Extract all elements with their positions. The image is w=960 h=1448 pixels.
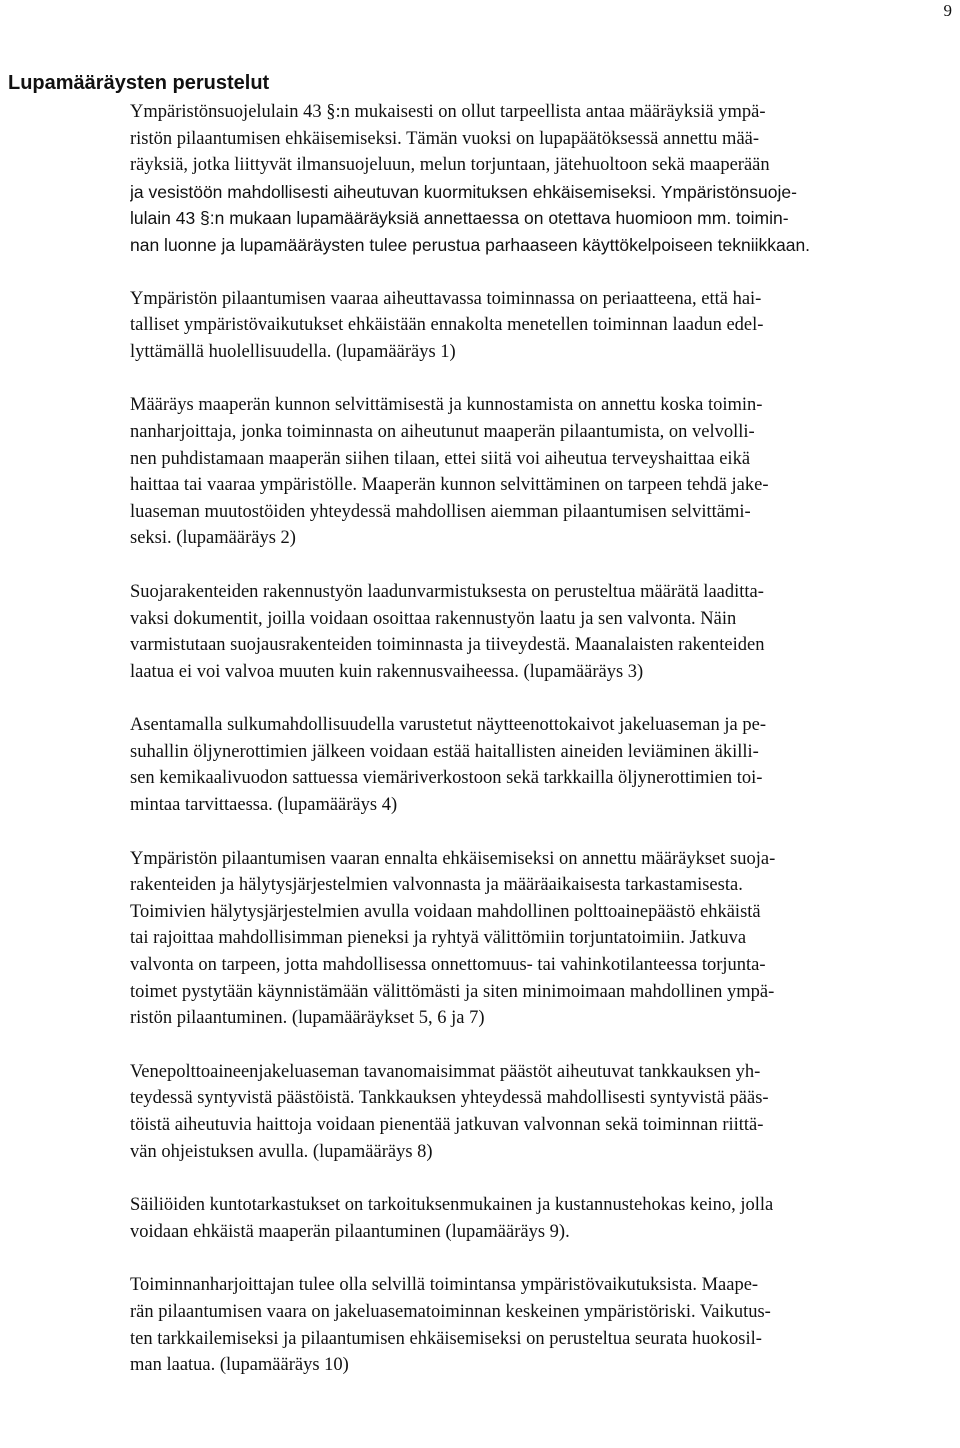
text-line: Ympäristön pilaantumisen vaaran ennalta ehkäisemiseksi on annettu määräykset suoja-	[130, 848, 776, 869]
text-line: seksi. (lupamääräys 2)	[130, 528, 296, 549]
paragraph-4	[130, 579, 952, 685]
text-line: Suojarakenteiden rakennustyön laadunvarmistuksesta on perusteltua määrätä laadittа-	[130, 581, 764, 602]
text-line: voidaan ehkäistä maaperän pilaantuminen (lupamääräys 9).	[130, 1221, 570, 1242]
paragraph-2	[130, 286, 952, 366]
text-line: talliset ympäristövaikutukset ehkäistään ennakolta menetellen toiminnan laadun edel-	[130, 315, 764, 336]
text-line: vän ohjeistuksen avulla. (lupamääräys 8)	[130, 1141, 433, 1162]
text-line: rakenteiden ja hälytysjärjestelmien valvonnasta ja määräaikaisesta tarkastamisesta.	[130, 875, 743, 896]
text-line: Määräys maaperän kunnon selvittämisestä ja kunnostamista on annettu koska toimin-	[130, 395, 763, 416]
paragraph-7	[130, 1059, 952, 1165]
text-line: ristön pilaantuminen. (lupamääräykset 5, 6 ja 7)	[130, 1008, 485, 1029]
section-title: Lupamääräysten perustelut	[8, 72, 270, 94]
text-line: töistä aiheutuvia haittoja voidaan pienentää jatkuvan valvonnan sekä toiminnan riittä-	[130, 1115, 764, 1135]
paragraph-6	[130, 846, 952, 1032]
text-line: toimet pystytään käynnistämään välittömästi ja siten minimoimaan mahdollinen ympä-	[130, 981, 775, 1002]
text-line: sen kemikaalivuodon sattuessa viemäriverkostoon sekä tarkkailla öljynerottimien toi-	[130, 768, 763, 789]
text-line: Ympäristönsuojelulain 43 §:n mukaisesti on ollut tarpeellista antaa määräyksiä ympä-	[130, 102, 766, 122]
text-line: varmistutaan suojausrakenteiden toiminnasta ja tiiveydestä. Maanalaisten rakenteiden	[130, 635, 765, 656]
paragraph-5	[130, 712, 952, 818]
text-line: lyttämällä huolellisuudella. (lupamääräys 1)	[130, 341, 456, 362]
text-line: laatua ei voi valvoa muuten kuin rakennusvaiheessa. (lupamääräys 3)	[130, 661, 644, 682]
text-line: Toiminnanharjoittajan tulee olla selvillä toimintansa ympäristövaikutuksista. Maape-	[130, 1275, 759, 1296]
paragraph-3	[130, 392, 952, 552]
text-line: vaksi dokumentit, joilla voidaan osoittaa rakennustyön laatu ja sen valvonta. Näin	[130, 608, 737, 629]
text-line: rän pilaantumisen vaara on jakeluasematoiminnan keskeinen ympäristöriski. Vaikutus-	[130, 1301, 771, 1322]
text-line: tai rajoittaa mahdollisimman pieneksi ja ryhtyä välittömiin torjuntatoimiin. Jatkuva	[130, 928, 747, 949]
text-line: Venepolttoaineenjakeluaseman tavanomaisimmat päästöt aiheutuvat tankkauksen yh-	[130, 1061, 761, 1082]
text-line: man laatua. (lupamääräys 10)	[130, 1355, 349, 1376]
text-line: nanharjoittaja, jonka toiminnasta on aiheutunut maaperän pilaantumista, on velvolli-	[130, 421, 755, 442]
text-line: Säiliöiden kuntotarkastukset on tarkoituksenmukainen ja kustannustehokas keino, jolla	[130, 1195, 774, 1216]
text-line: suhallin öljynerottimien jälkeen voidaan estää haitallisten aineiden leviäminen äkilli-	[130, 741, 759, 762]
paragraph-9	[130, 1272, 952, 1378]
text-line: ja vesistöön mahdollisesti aiheutuvan kuormituksen ehkäisemiseksi. Ympäristönsuoje-	[130, 181, 797, 202]
text-line: räyksiä, jotka liittyvät ilmansuojeluun, melun torjuntaan, jätehuoltoon sekä maaperään	[130, 155, 770, 176]
text-line: nen puhdistamaan maaperän siihen tilaan, ettei siitä voi aiheutua terveyshaittaa eikä	[130, 448, 751, 469]
text-line: nan luonne ja lupamääräysten tulee perustua parhaaseen käyttökelpoiseen tekniikkaan.	[130, 234, 811, 255]
text-line: ristön pilaantumisen ehkäisemiseksi. Tämän vuoksi on lupapäätöksessä annettu mää-	[130, 128, 760, 149]
text-line: teydessä syntyvistä päästöistä. Tankkauksen yhteydessä mahdollisesti syntyvistä pääs-	[130, 1088, 769, 1109]
text-line: valvonta on tarpeen, jotta mahdollisessa onnettomuus- tai vahinkotilanteessa torjunta-	[130, 955, 766, 976]
paragraph-1	[130, 99, 952, 259]
paragraph-8	[130, 1192, 952, 1245]
text-line: Toimivien hälytysjärjestelmien avulla voidaan mahdollinen polttoainepäästö ehkäistä	[130, 901, 761, 922]
page-number: 9	[943, 1, 952, 20]
text-line: haittaa tai vaaraa ympäristölle. Maaperän kunnon selvittäminen on tarpeen tehdä jake-	[130, 475, 769, 496]
text-line: lulain 43 §:n mukaan lupamääräyksiä annettaessa on otettava huomioon mm. toimin-	[130, 208, 789, 229]
text-line: mintaa tarvittaessa. (lupamääräys 4)	[130, 795, 398, 816]
text-line: Ympäristön pilaantumisen vaaraa aiheuttavassa toiminnassa on periaatteena, että hai-	[130, 288, 762, 309]
body-text	[130, 99, 952, 1406]
text-line: Asentamalla sulkumahdollisuudella varustetut näytteenottokaivot jakeluaseman ja pe-	[130, 715, 767, 736]
text-line: luaseman muutostöiden yhteydessä mahdollisen aiemman pilaantumisen selvittämi-	[130, 501, 751, 522]
text-line: ten tarkkailemiseksi ja pilaantumisen ehkäisemiseksi on perusteltua seurata huokosil-	[130, 1328, 762, 1349]
